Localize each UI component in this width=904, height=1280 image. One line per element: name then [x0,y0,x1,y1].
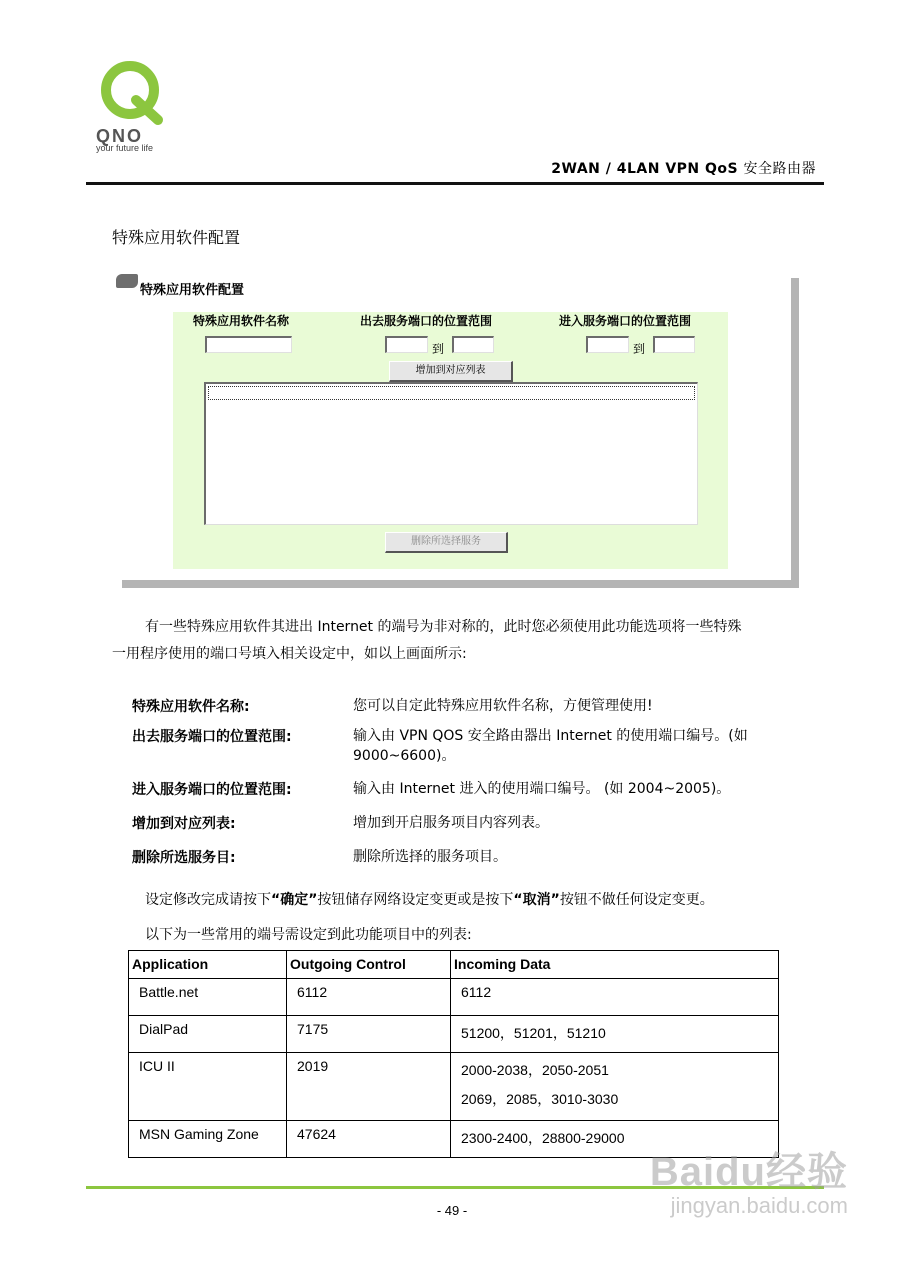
delete-selected-button[interactable]: 删除所选择服务 [385,532,508,553]
outgoing-from-input[interactable] [385,336,428,353]
def-term-add: 增加到对应列表: [132,816,236,832]
product-title-cn: 安全路由器 [743,161,816,177]
incoming-to-input[interactable] [653,336,695,353]
incoming-from-input[interactable] [586,336,629,353]
note-ok: “确定” [271,892,318,908]
cell-app: MSN Gaming Zone [129,1121,287,1158]
table-row [129,1053,779,1121]
port-table [128,950,779,1158]
header-outgoing: Outgoing Control [287,951,451,979]
brand-tagline: your future life [96,143,154,153]
cell-out: 6112 [287,979,451,1016]
cell-in: 2000-2038，2050-2051 2069，2085，3010-3030 [451,1053,779,1121]
intro-line-2: 一用程序使用的端口号填入相关设定中，如以上画面所示: [112,646,467,662]
product-title [551,158,816,178]
def-desc-incoming: 输入由 Internet 进入的使用端口编号。 (如 2004~2005)。 [353,781,731,797]
add-to-list-button[interactable]: 增加到对应列表 [389,361,513,382]
outgoing-to-input[interactable] [452,336,494,353]
note-pre: 设定修改完成请按下 [145,892,271,908]
panel-title: 特殊应用软件配置 [140,283,245,298]
header-application: Application [129,951,287,979]
header-incoming: Incoming Data [451,951,779,979]
def-term-app-name: 特殊应用软件名称: [132,699,250,715]
intro-line-1: 有一些特殊应用软件其进出 Internet 的端号为非对称的，此时您必须使用此功能选项将一些特殊 [145,619,742,635]
header-rule [86,182,824,185]
panel-tab-icon [116,274,138,288]
watermark-url: jingyan.baidu.com [670,1193,848,1218]
cell-out: 7175 [287,1016,451,1053]
page-number: - 49 - [436,1203,468,1218]
product-title-en: 2WAN / 4LAN VPN QoS [551,161,739,177]
def-desc-app-name: 您可以自定此特殊应用软件名称，方便管理使用! [353,698,653,714]
table-intro: 以下为一些常用的端号需设定到此功能项目中的列表: [145,927,472,943]
watermark-logo: Baidu经验 [649,1150,848,1194]
def-desc-delete: 删除所选择的服务项目。 [353,849,507,865]
service-listbox[interactable] [204,382,698,525]
app-name-input[interactable] [205,336,292,353]
def-term-incoming: 进入服务端口的位置范围: [132,782,292,798]
cell-app: ICU II [129,1053,287,1121]
table-header-row [129,951,779,979]
save-note [145,887,825,914]
def-desc-outgoing: 输入由 VPN QOS 安全路由器出 Internet 的使用端口编号。(如 9000~6600)。 [353,728,748,764]
table-row [129,1016,779,1053]
listbox-selection[interactable] [208,386,695,400]
note-post: 按钮不做任何设定变更。 [559,892,714,908]
baidu-watermark [650,1140,848,1219]
cell-app: DialPad [129,1016,287,1053]
note-cancel: “取消” [513,892,560,908]
cell-in: 51200，51201，51210 [451,1016,779,1053]
column-app-name: 特殊应用软件名称 [193,314,290,328]
table-row [129,979,779,1016]
cell-in: 2300-2400，28800-29000 [451,1121,779,1158]
note-mid: 按钮储存网络设定变更或是按下 [317,892,514,908]
column-outgoing-range: 出去服务端口的位置范围 [360,314,493,328]
column-incoming-range: 进入服务端口的位置范围 [559,314,692,328]
cell-in: 6112 [451,979,779,1016]
section-title: 特殊应用软件配置 [112,228,241,247]
incoming-to-label: 到 [633,342,646,356]
cell-out: 47624 [287,1121,451,1158]
cell-app: Battle.net [129,979,287,1016]
def-term-outgoing: 出去服务端口的位置范围: [132,729,292,745]
brand-text: QNO [96,126,144,146]
def-term-delete: 删除所选服务目: [132,850,236,866]
cell-out: 2019 [287,1053,451,1121]
outgoing-to-label: 到 [432,342,445,356]
def-desc-add: 增加到开启服务项目内容列表。 [353,815,549,831]
